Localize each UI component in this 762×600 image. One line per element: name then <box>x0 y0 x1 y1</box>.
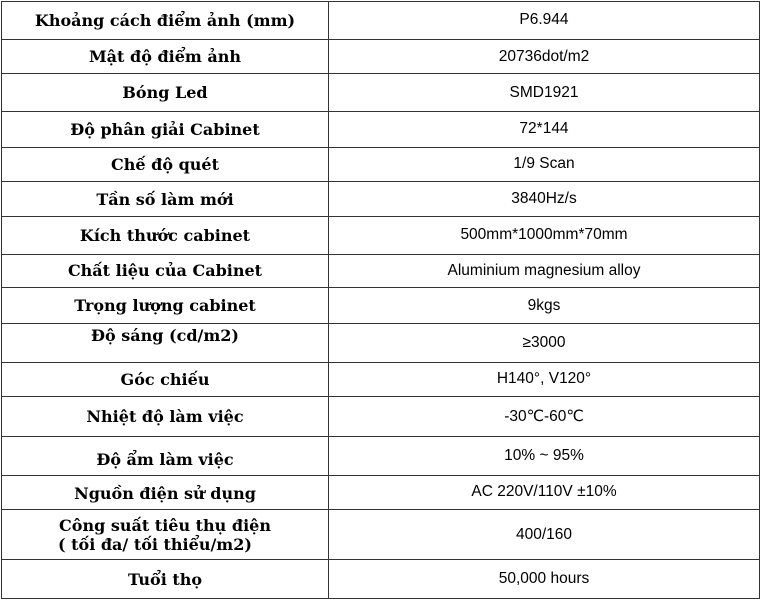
spec-value: 9kgs <box>329 288 760 324</box>
table-row <box>2 560 760 599</box>
spec-label: Nhiệt độ làm việc <box>2 397 329 437</box>
table-row <box>2 323 760 362</box>
table-row <box>2 2 760 40</box>
table-row <box>2 147 760 182</box>
spec-value: Aluminium magnesium alloy <box>329 254 760 288</box>
spec-label: Chất liệu của Cabinet <box>2 254 329 288</box>
spec-value: 10% ~ 95% <box>329 436 760 475</box>
spec-label: Trọng lượng cabinet <box>2 288 329 324</box>
spec-value: ≥3000 <box>329 323 760 362</box>
table-row <box>2 39 760 74</box>
spec-label: Khoảng cách điểm ảnh (mm) <box>2 2 329 40</box>
spec-value: 400/160 <box>329 510 760 560</box>
table-row <box>2 362 760 397</box>
spec-label: Độ ẩm làm việc <box>2 436 329 475</box>
spec-value: P6.944 <box>329 2 760 40</box>
spec-label-line2: ( tối đa/ tối thiểu/m2) <box>58 534 252 554</box>
spec-value: 500mm*1000mm*70mm <box>329 216 760 254</box>
spec-value: AC 220V/110V ±10% <box>329 475 760 510</box>
table-row <box>2 510 760 560</box>
spec-label: Mật độ điểm ảnh <box>2 39 329 74</box>
spec-value: H140°, V120° <box>329 362 760 397</box>
table-row <box>2 397 760 437</box>
table-row <box>2 112 760 148</box>
spec-value: 72*144 <box>329 112 760 148</box>
spec-label-line1: Công suất tiêu thụ điện <box>59 515 271 535</box>
spec-label: Tần số làm mới <box>2 182 329 217</box>
spec-label: Nguồn điện sử dụng <box>2 475 329 510</box>
specifications-table <box>1 1 760 599</box>
table-row <box>2 182 760 217</box>
table-row <box>2 288 760 324</box>
spec-value: 50,000 hours <box>329 560 760 599</box>
spec-value: 20736dot/m2 <box>329 39 760 74</box>
spec-value: SMD1921 <box>329 74 760 112</box>
spec-label: Độ phân giải Cabinet <box>2 112 329 148</box>
spec-label: Bóng Led <box>2 74 329 112</box>
spec-label: Chế độ quét <box>2 147 329 182</box>
spec-label: Tuổi thọ <box>2 560 329 599</box>
spec-label: Kích thước cabinet <box>2 216 329 254</box>
spec-value: 1/9 Scan <box>329 147 760 182</box>
table-row <box>2 254 760 288</box>
spec-value: -30℃-60℃ <box>329 397 760 437</box>
spec-label: Góc chiếu <box>2 362 329 397</box>
table-row <box>2 74 760 112</box>
spec-value: 3840Hz/s <box>329 182 760 217</box>
table-row <box>2 475 760 510</box>
table-row <box>2 216 760 254</box>
table-row <box>2 436 760 475</box>
spec-label: Độ sáng (cd/m2) <box>2 323 329 362</box>
spec-label <box>2 510 329 560</box>
